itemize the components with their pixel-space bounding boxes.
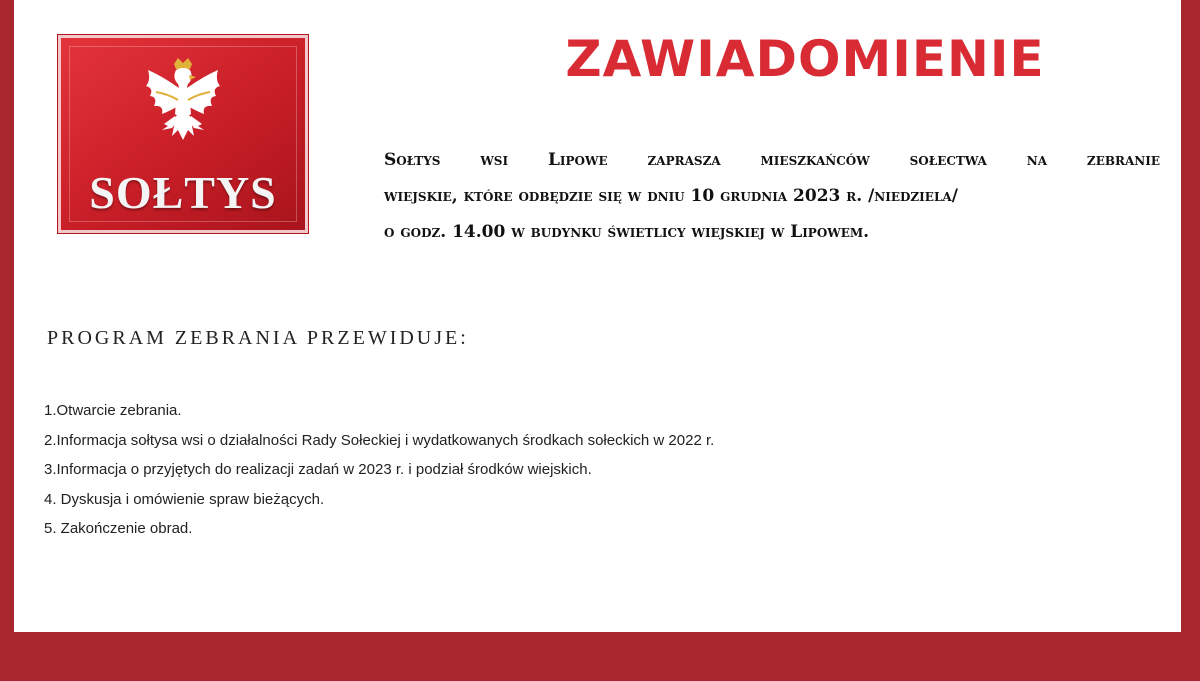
bottom-band: [0, 632, 1200, 681]
intro-line-3: o godz. 14.00 w budynku świetlicy wiejskiej w Lipowem.: [384, 222, 870, 242]
intro-line-2: wiejskie, które odbędzie się w dniu 10 grudnia 2023 r. /niedziela/: [384, 186, 958, 206]
agenda-item: 2.Informacja sołtysa wsi o działalności Rady Sołeckiej i wydatkowanych środkach sołeckich w 2022 r.: [44, 431, 715, 449]
logo-word: SOŁTYS: [89, 167, 277, 218]
intro-line-1: Sołtys wsi Lipowe zaprasza mieszkańców sołectwa na zebranie: [384, 150, 1160, 170]
program-heading: PROGRAM ZEBRANIA PRZEWIDUJE:: [47, 327, 469, 349]
agenda-item: 4. Dyskusja i omówienie spraw bieżących.: [44, 490, 325, 508]
agenda-item: 5. Zakończenie obrad.: [44, 520, 193, 537]
white-eagle-emblem-icon: [142, 56, 224, 156]
intro-paragraph: [384, 142, 1160, 250]
page-title: ZAWIADOMIENIE: [565, 30, 1045, 88]
agenda-list: [44, 399, 944, 547]
agenda-item: 1.Otwarcie zebrania.: [44, 402, 182, 419]
soltys-logo: [58, 35, 308, 233]
agenda-item: 3.Informacja o przyjętych do realizacji zadań w 2023 r. i podział środków wiejskich.: [44, 461, 592, 478]
